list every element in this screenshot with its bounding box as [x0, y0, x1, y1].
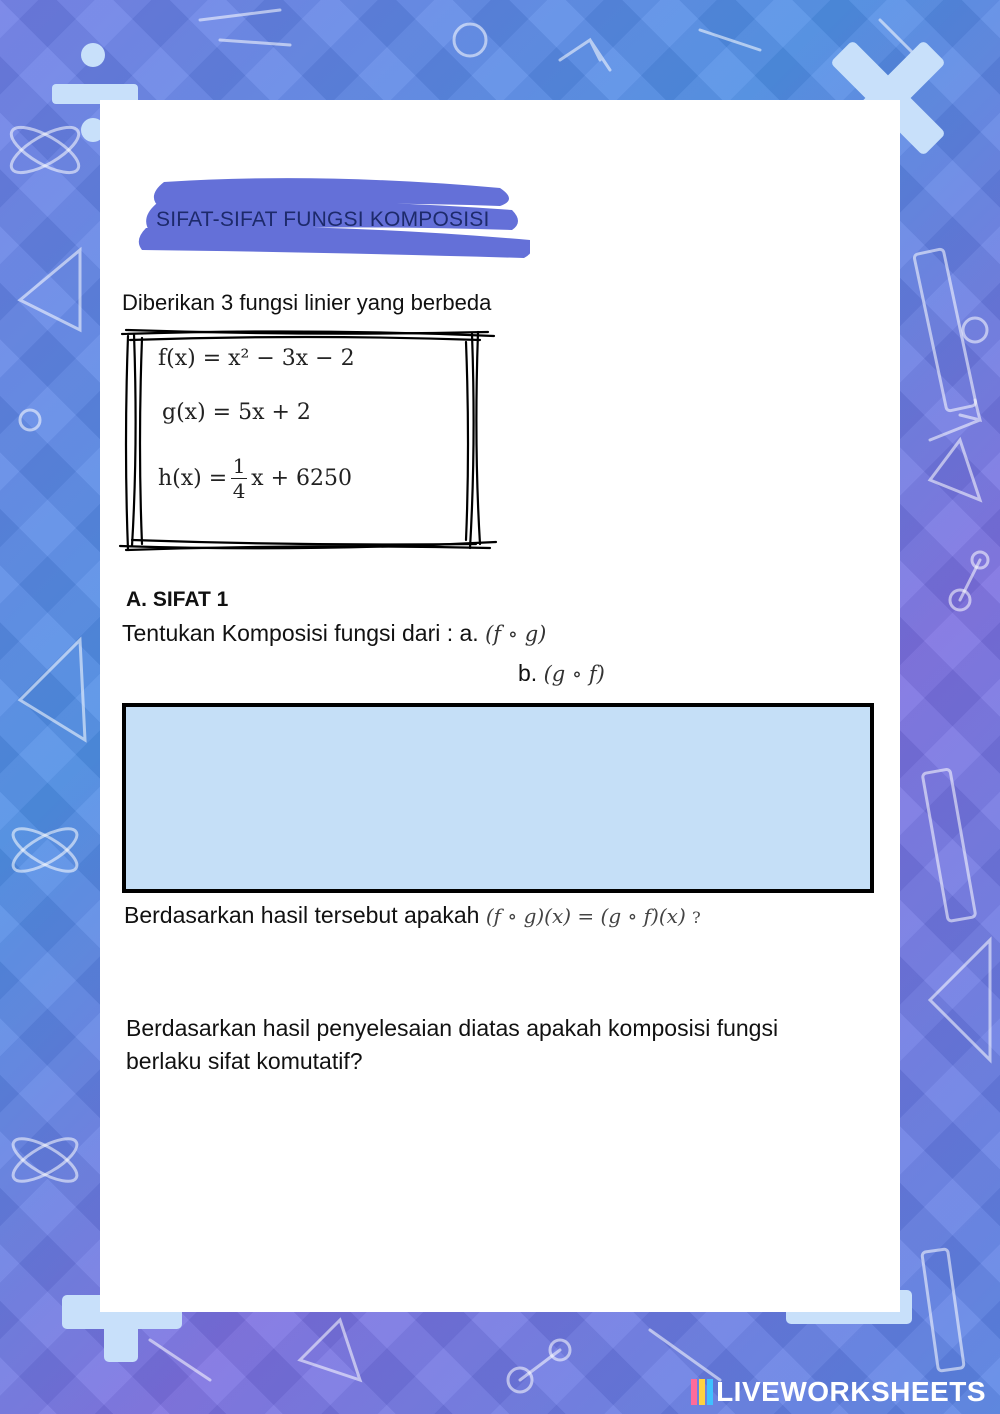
function-g: g(x) = 5x + 2	[162, 400, 311, 425]
question-1-expression: (f ∘ g)(x) = (g ∘ f)(x)	[485, 904, 686, 928]
intro-text: Diberikan 3 fungsi linier yang berbeda	[122, 290, 492, 315]
task-b	[518, 660, 605, 687]
function-definitions-box	[116, 326, 502, 562]
liveworksheets-icon	[691, 1379, 713, 1405]
watermark-text: LIVEWORKSHEETS	[716, 1376, 986, 1407]
question-1	[124, 902, 701, 929]
task-a	[122, 620, 546, 647]
fraction-denominator: 4	[232, 479, 246, 503]
answer-input-box[interactable]	[122, 703, 874, 893]
fraction	[231, 454, 247, 503]
worksheet-title: SIFAT-SIFAT FUNGSI KOMPOSISI	[156, 208, 490, 231]
question-2: Berdasarkan hasil penyelesaian diatas apakah komposisi fungsi berlaku sifat komutatif?	[126, 1015, 779, 1074]
function-h-suffix: x + 6250	[251, 466, 352, 491]
function-h	[158, 454, 352, 503]
liveworksheets-logo	[691, 1376, 986, 1408]
fraction-numerator: 1	[232, 454, 246, 478]
task-label: Tentukan Komposisi fungsi dari : a.	[122, 620, 479, 646]
task-b-expression: (g ∘ f)	[543, 662, 605, 686]
function-h-prefix: h(x) =	[158, 466, 228, 491]
question-1-mark: ?	[692, 908, 701, 927]
section-heading: A. SIFAT 1	[126, 588, 229, 611]
question-1-text: Berdasarkan hasil tersebut apakah	[124, 902, 480, 928]
task-a-expression: (f ∘ g)	[485, 622, 547, 646]
task-b-label: b.	[518, 660, 538, 686]
worksheet-page	[100, 100, 900, 1312]
function-f: f(x) = x² − 3x − 2	[158, 346, 355, 371]
